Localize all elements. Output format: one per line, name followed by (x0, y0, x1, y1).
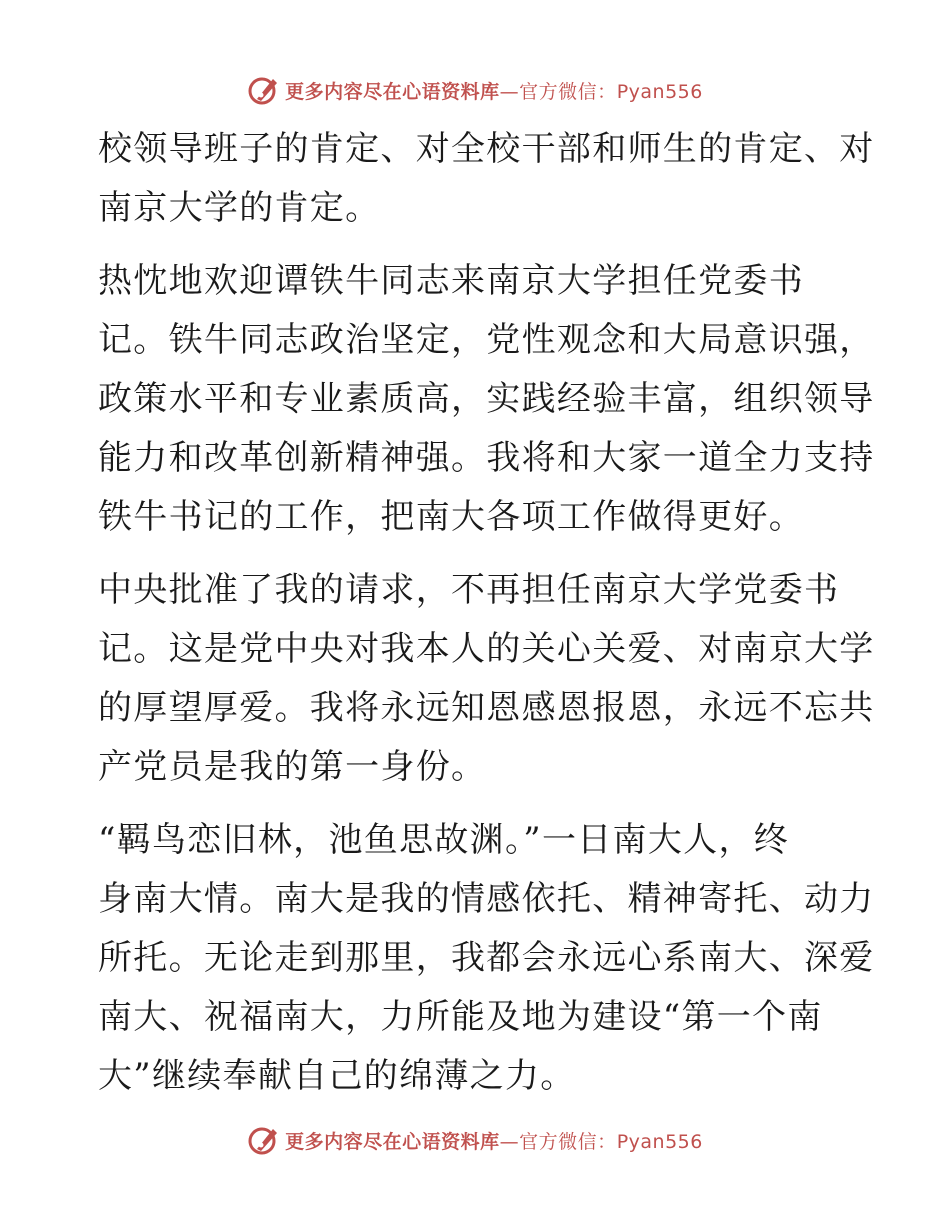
text-line: 的厚望厚爱。我将永远知恩感恩报恩，永远不忘共 (98, 688, 875, 728)
pen-nib-icon (247, 1123, 281, 1157)
footer-banner (0, 1120, 950, 1160)
text-line: 南京大学的肯定。 (98, 188, 381, 228)
paragraph-1 (98, 120, 875, 238)
paragraph-4 (98, 811, 875, 1106)
pen-nib-icon (247, 73, 281, 107)
text-line: 能力和改革创新精神强。我将和大家一道全力支持 (98, 438, 875, 478)
text-line: 记。这是党中央对我本人的关心关爱、对南京大学 (98, 629, 875, 669)
footer-text: 更多内容尽在心语资料库—官方微信：Pyan556 (285, 1130, 703, 1153)
text-line: 中央批准了我的请求，不再担任南京大学党委书 (98, 570, 840, 610)
paragraph-2 (98, 252, 875, 547)
text-line: 产党员是我的第一身份。 (98, 747, 487, 787)
text-line: 大”继续奉献自己的绵薄之力。 (98, 1056, 576, 1096)
text-line: 身南大情。南大是我的情感依托、精神寄托、动力 (98, 879, 875, 919)
text-line: 所托。无论走到那里，我都会永远心系南大、深爱 (98, 938, 875, 978)
text-line: 南大、祝福南大，力所能及地为建设“第一个南 (98, 997, 823, 1037)
document-body (98, 120, 875, 1106)
header-text: 更多内容尽在心语资料库—官方微信：Pyan556 (285, 80, 703, 103)
text-line: 铁牛书记的工作，把南大各项工作做得更好。 (98, 497, 804, 537)
text-line: 校领导班子的肯定、对全校干部和师生的肯定、对 (98, 129, 875, 169)
text-line: 记。铁牛同志政治坚定，党性观念和大局意识强， (98, 320, 875, 360)
header-banner (0, 70, 950, 110)
text-line: 政策水平和专业素质高，实践经验丰富，组织领导 (98, 379, 875, 419)
paragraph-3 (98, 561, 875, 797)
text-line: “羁鸟恋旧林，池鱼思故渊。”一日南大人，终 (98, 820, 790, 860)
text-line: 热忱地欢迎谭铁牛同志来南京大学担任党委书 (98, 261, 804, 301)
